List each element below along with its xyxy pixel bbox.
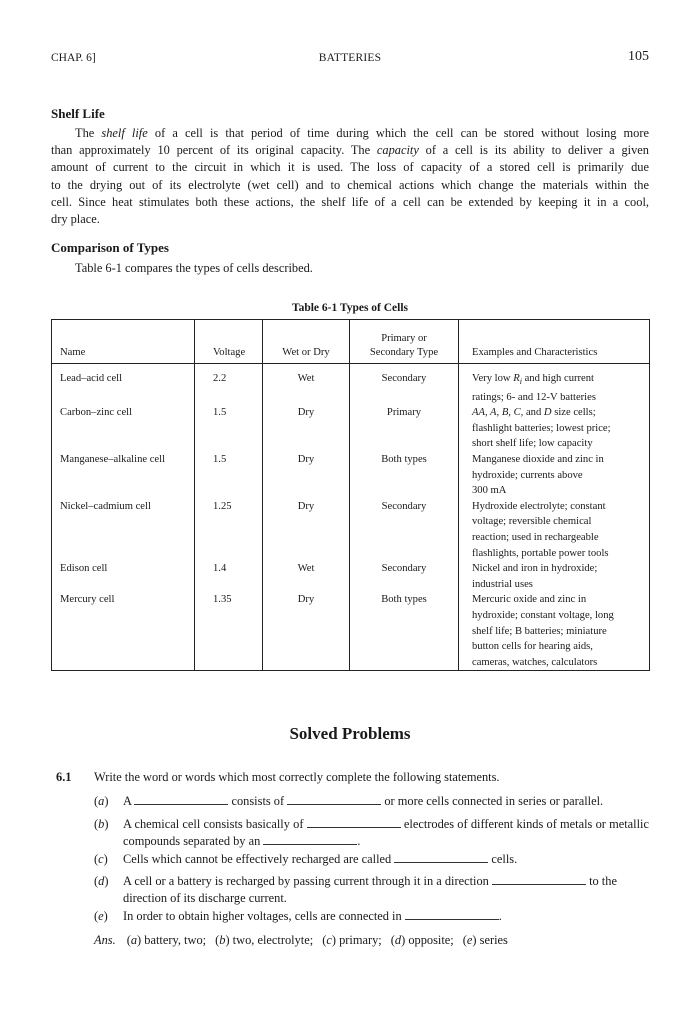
text-segment: dry place. (51, 212, 100, 227)
cell-wet-dry: Wet (263, 561, 350, 592)
item-text (123, 851, 649, 868)
text-segment: Cells which cannot be effectively recharged are called (123, 852, 395, 866)
examples-line (472, 639, 649, 655)
item-letter: d (98, 874, 105, 888)
answer-text: opposite; (408, 933, 454, 947)
answer-letter: e (466, 933, 473, 947)
examples-line (472, 592, 649, 608)
text-segment: or more cells connected in series or parallel. (381, 794, 604, 808)
cell-type: Secondary (350, 561, 459, 592)
answer-line (94, 933, 508, 948)
cell-type: Secondary (350, 499, 459, 561)
cell-type: Both types (350, 452, 459, 499)
text-segment: Nickel and iron in hydroxide; (472, 563, 598, 575)
item-label: (c) (94, 852, 108, 866)
cell-voltage: 1.35 (195, 592, 263, 670)
text-segment: cameras, watches, calculators (472, 656, 598, 668)
problem-number: 6.1 (56, 770, 72, 784)
examples-line (472, 390, 649, 406)
examples-line (472, 499, 649, 515)
examples-line (472, 561, 649, 577)
answer-letter: a (130, 933, 138, 947)
table-caption: Table 6-1 Types of Cells (291, 302, 409, 314)
symbol-ri: $R_i$ (513, 373, 522, 387)
cell-type: Secondary (350, 364, 459, 406)
column-header (52, 320, 195, 364)
text-segment: amount of current to the circuit in which it is used. The loss of capacity of a stored cell is primarily due (51, 160, 649, 175)
table-header-row (52, 320, 650, 364)
fill-in-blank (492, 874, 586, 885)
header-line: Wet or Dry (282, 347, 330, 358)
cell-name: Manganese–alkaline cell (60, 454, 166, 466)
answer-letter: b (219, 933, 226, 947)
cell-voltage: 1.5 (195, 452, 263, 499)
text-segment: flashlight batteries; lowest price; (472, 422, 611, 434)
item-letter: c (98, 852, 104, 866)
answer-item: (c) primary; (322, 933, 382, 947)
fill-in-blank (405, 909, 499, 920)
text-segment: A cell or a battery is recharged by passing current through it in a direction (123, 874, 492, 888)
answer-item: (e) series (462, 933, 508, 947)
answer-text: battery, two; (144, 933, 207, 947)
text-segment: industrial uses (472, 578, 533, 590)
text-segment: A chemical cell consists basically of (123, 817, 307, 831)
cell-examples (459, 364, 650, 406)
text-segment: electrodes of different kinds of metals or metallic compounds separated by an (123, 817, 649, 848)
table-row (52, 364, 650, 406)
cell-name: Nickel–cadmium cell (60, 500, 151, 512)
cell-voltage: 2.2 (195, 364, 263, 406)
table-row (52, 592, 650, 670)
defined-term: capacity (376, 143, 419, 158)
examples-line (472, 546, 649, 562)
running-header (51, 49, 649, 67)
cell-examples (459, 452, 650, 499)
examples-line (472, 421, 649, 437)
shelf-life-paragraph (51, 125, 649, 228)
cell-voltage: 1.25 (195, 499, 263, 561)
cell-name: Edison cell (60, 563, 108, 575)
cell-name: Lead–acid cell (60, 373, 123, 384)
problem-item (94, 873, 649, 907)
table-row (52, 405, 650, 452)
text-segment: consists of (228, 794, 288, 808)
header-line: Voltage (213, 347, 246, 358)
paragraph-line (51, 159, 649, 176)
text-segment: to the direction of its discharge current. (123, 874, 617, 905)
item-letter: b (98, 817, 105, 831)
problem-item (94, 793, 649, 810)
column-header (350, 320, 459, 364)
examples-line (472, 530, 649, 546)
text-segment: Manganese dioxide and zinc in (472, 454, 604, 466)
problem-item (94, 816, 649, 850)
text-segment: voltage; reversible chemical (472, 516, 592, 528)
cell-voltage: 1.5 (195, 405, 263, 452)
header-line: Primary or (381, 333, 427, 344)
fill-in-blank (394, 852, 488, 863)
paragraph-line (51, 177, 649, 194)
cell-name: Carbon–zinc cell (60, 407, 133, 419)
text-segment: button cells for hearing aids, (472, 641, 593, 653)
cell-wet-dry: Dry (263, 499, 350, 561)
cell-types-table (51, 319, 650, 671)
problem-item (94, 851, 649, 868)
item-label: (b) (94, 817, 109, 831)
text-segment: hydroxide; currents above (472, 469, 583, 481)
fill-in-blank (263, 834, 357, 845)
text-segment: and (523, 407, 544, 419)
item-text (123, 908, 649, 925)
answer-prefix: Ans. (94, 933, 116, 947)
cell-examples (459, 499, 650, 561)
text-segment: . (357, 834, 361, 848)
cell-type: Primary (350, 405, 459, 452)
paragraph-line (51, 211, 649, 228)
column-header (195, 320, 263, 364)
header-line: Secondary Type (369, 347, 439, 358)
paragraph-line (51, 125, 649, 142)
fill-in-blank (134, 794, 228, 805)
answer-text: primary; (339, 933, 382, 947)
text-segment: reaction; used in rechargeable (472, 532, 599, 544)
text-segment: ratings; 6- and 12-V batteries (472, 391, 596, 403)
paragraph-line (51, 142, 649, 159)
text-segment: The (75, 126, 102, 140)
defined-term: shelf life (101, 126, 148, 140)
examples-line (472, 483, 649, 499)
text-segment: . (498, 909, 502, 923)
cell-size-name: AA, A, B, C, (472, 407, 524, 419)
problem-item (94, 908, 649, 925)
item-label: (e) (94, 909, 108, 923)
answer-item: (a) battery, two; (126, 933, 207, 947)
cell-size-name: D (543, 407, 552, 419)
text-segment: shelf life; B batteries; miniature (472, 625, 607, 637)
cell-examples (459, 405, 650, 452)
table-body (52, 364, 650, 671)
cell-type: Both types (350, 592, 459, 670)
examples-line (472, 608, 649, 624)
answer-item: (d) opposite; (390, 933, 454, 947)
examples-line (472, 371, 649, 390)
text-segment: In order to obtain higher voltages, cells are connected in (123, 909, 405, 923)
item-text (123, 793, 649, 810)
column-header (263, 320, 350, 364)
fill-in-blank (307, 817, 401, 828)
text-segment: size cells; (551, 407, 596, 419)
text-segment: flashlights, portable power tools (472, 547, 609, 559)
text-segment: and high current (521, 373, 594, 384)
examples-line (472, 514, 649, 530)
item-label: (d) (94, 874, 109, 888)
chapter-label: CHAP. 6] (51, 52, 96, 64)
examples-line (472, 452, 649, 468)
item-text (123, 816, 649, 850)
text-segment: of a cell is that period of time during which the cell can be stored without losing more (147, 126, 649, 140)
fill-in-blank (287, 794, 381, 805)
table-row (52, 499, 650, 561)
paragraph-line (51, 194, 649, 211)
text-segment: cell. Since heat stimulates both these actions, the shelf life of a cell can be extended by keeping it in a cool, (51, 194, 649, 209)
examples-line (472, 405, 649, 421)
text-segment: than approximately 10 percent of its original capacity. The (51, 143, 377, 158)
table-row (52, 561, 650, 592)
text-segment: Hydroxide electrolyte; constant (472, 500, 606, 512)
cell-name: Mercury cell (60, 594, 115, 606)
comparison-text: Table 6-1 compares the types of cells described. (75, 261, 313, 275)
text-segment: 300 mA (472, 485, 507, 497)
item-text (123, 873, 649, 907)
table-row (52, 452, 650, 499)
header-line: Name (60, 347, 86, 358)
text-segment: A (123, 794, 135, 808)
shelf-life-heading: Shelf Life (51, 106, 105, 121)
answer-item: (b) two, electrolyte; (215, 933, 314, 947)
page-number: 105 (628, 49, 649, 64)
answer-letter: d (394, 933, 402, 947)
text-segment: short shelf life; low capacity (472, 438, 593, 450)
cell-wet-dry: Dry (263, 405, 350, 452)
text-segment: of a cell is its ability to deliver a given (418, 143, 649, 158)
text-segment: to the drying out of its electrolyte (wet cell) and to chemical actions which change the materials within the (51, 177, 649, 192)
cell-wet-dry: Dry (263, 592, 350, 670)
cell-voltage: 1.4 (195, 561, 263, 592)
comparison-heading: Comparison of Types (51, 240, 169, 255)
examples-line (472, 577, 649, 593)
examples-line (472, 436, 649, 452)
cell-wet-dry: Dry (263, 452, 350, 499)
answer-letter: c (326, 933, 332, 947)
column-header (459, 320, 650, 364)
item-letter: e (98, 909, 104, 923)
text-segment: Mercuric oxide and zinc in (472, 594, 587, 606)
cell-examples (459, 561, 650, 592)
item-letter: a (98, 794, 105, 808)
problem-stem: Write the word or words which most correctly complete the following statements. (94, 770, 500, 784)
running-title: BATTERIES (318, 52, 382, 64)
examples-line (472, 624, 649, 640)
header-line: Examples and Characteristics (472, 347, 598, 358)
answer-text: two, electrolyte; (232, 933, 314, 947)
text-segment: cells. (488, 852, 518, 866)
examples-line (472, 655, 649, 671)
solved-problems-heading: Solved Problems (289, 724, 411, 743)
cell-wet-dry: Wet (263, 364, 350, 406)
cell-examples (459, 592, 650, 670)
answer-text: series (479, 933, 508, 947)
examples-line (472, 468, 649, 484)
item-label: (a) (94, 794, 109, 808)
text-segment: hydroxide; constant voltage, long (472, 610, 614, 622)
text-segment: Very low (472, 373, 514, 384)
